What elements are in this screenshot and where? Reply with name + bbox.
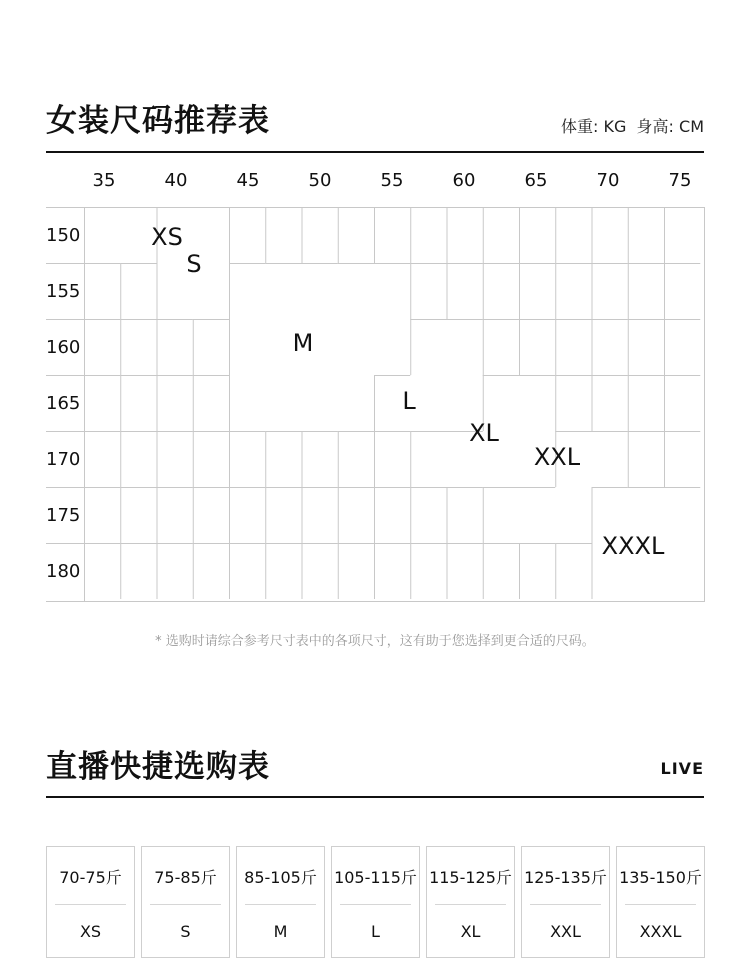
live-size-card[interactable] [616,846,705,958]
size-zone-l: L [402,387,416,415]
height-label: 150 [46,225,81,246]
card-weight-range: 75-85斤 [154,868,217,887]
height-label: 160 [46,337,81,358]
weight-label: 75 [668,170,692,191]
weight-label: 70 [596,170,620,191]
weight-label: 60 [452,170,476,191]
card-divider [340,904,411,905]
card-divider [530,904,601,905]
card-divider [55,904,126,905]
card-divider [435,904,506,905]
card-size: XXL [550,922,581,941]
size-zone-xxxl: XXXL [601,532,665,560]
weight-label: 50 [308,170,332,191]
size-note: * 选购时请综合参考尺寸表中的各项尺寸，这有助于您选择到更合适的尺码。 [155,634,595,649]
weight-label: 35 [92,170,116,191]
size-zone-xl: XL [469,419,499,447]
live-size-card[interactable] [426,846,515,958]
height-label: 155 [46,281,81,302]
height-label: 170 [46,449,81,470]
height-label: 180 [46,561,81,582]
card-size: L [371,922,380,941]
weight-label: 45 [236,170,260,191]
card-size: XS [79,922,102,941]
size-zone-xs: XS [151,223,183,251]
live-size-card[interactable] [331,846,420,958]
section2-divider [46,796,704,798]
live-size-card[interactable] [521,846,610,958]
live-size-card[interactable] [46,846,135,958]
size-zone-s: S [186,250,202,278]
card-divider [150,904,221,905]
card-divider [245,904,316,905]
card-weight-range: 115-125斤 [429,868,512,887]
card-weight-range: 70-75斤 [59,868,122,887]
card-weight-range: 135-150斤 [619,868,702,887]
live-chart-title: 直播快捷选购表 [46,749,270,785]
section1-divider [46,151,704,153]
size-chart-title: 女装尺码推荐表 [46,103,270,139]
unit-note: 体重: KG 身高: CM [561,117,704,136]
live-size-card[interactable] [141,846,230,958]
height-label: 175 [46,505,81,526]
live-tag: LIVE [660,759,704,778]
weight-label: 40 [164,170,188,191]
card-size: M [273,922,288,941]
size-zone-m: M [292,329,314,357]
live-size-card[interactable] [236,846,325,958]
height-label: 165 [46,393,81,414]
card-size: XXXL [639,922,682,941]
card-size: S [180,922,191,941]
card-size: XL [460,922,481,941]
card-weight-range: 105-115斤 [334,868,417,887]
weight-label: 65 [524,170,548,191]
size-zone-xxl: XXL [533,443,581,471]
card-weight-range: 85-105斤 [244,868,317,887]
weight-label: 55 [380,170,404,191]
card-weight-range: 125-135斤 [524,868,607,887]
card-divider [625,904,696,905]
